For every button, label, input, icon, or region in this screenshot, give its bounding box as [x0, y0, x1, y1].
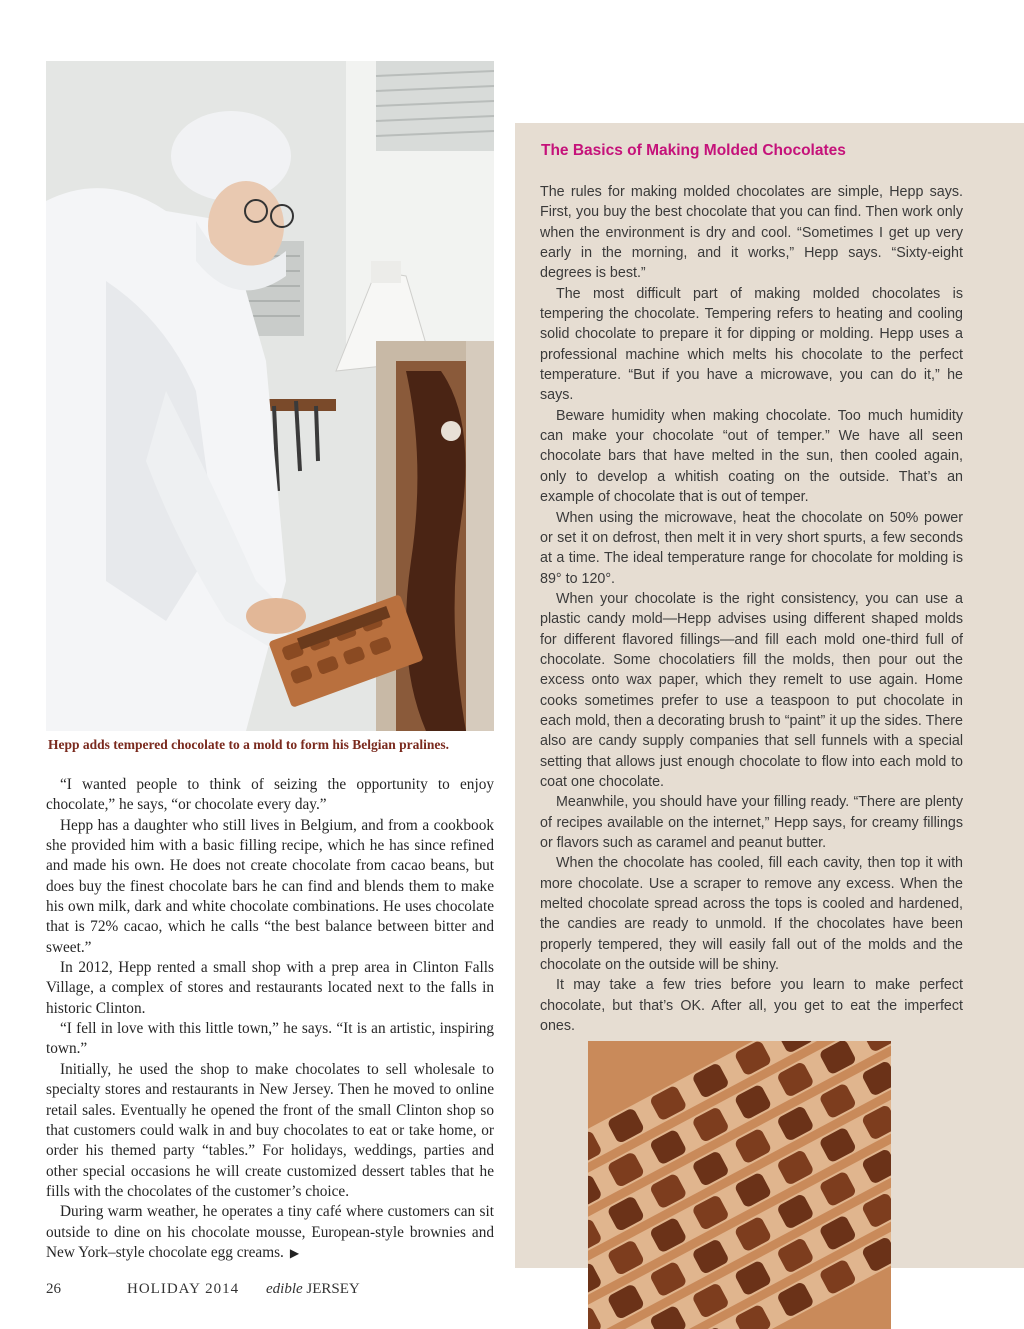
article-paragraph: Hepp has a daughter who still lives in Belgium, and from a cookbook she provided him with a basic filling recipe, which he has since refined and made his own. He does not create chocolate from cacao beans, but does buy the finest chocolate bars he can find and blends them to make his own milk, dark and white chocolate combinations. He uses chocolate that is 72% cacao, which he calls “the best balance between bitter and sweet.”	[46, 816, 494, 956]
article-paragraph-text: During warm weather, he operates a tiny café where customers can sit outside to dine on his chocolate mousse, European-style brownies and New York–style chocolate egg creams.	[46, 1203, 494, 1261]
sidebar-paragraph: When the chocolate has cooled, fill each cavity, then top it with more chocolate. Use a scraper to remove any excess. When the melted chocolate spread across the tops is cooled and hardened, the candies are ready to unmold. If the chocolates have been properly tempered, they will easily fall out of the molds and the chocolate on the outside will be shiny.	[540, 855, 963, 974]
chocolate-molds-photo	[588, 1041, 891, 1329]
magazine-brand	[266, 1281, 360, 1298]
chocolatier-photo	[46, 61, 494, 731]
sidebar-paragraph: Meanwhile, you should have your filling ready. “There are plenty of recipes available on the internet,” Hepp says, for creamy fillings or flavors such as caramel and peanut butter.	[540, 794, 963, 851]
article-body	[46, 775, 494, 1263]
issue-label: HOLIDAY 2014	[127, 1281, 240, 1297]
brand-name: JERSEY	[306, 1281, 360, 1297]
article-paragraph: Initially, he used the shop to make chocolates to sell wholesale to specialty stores and restaurants in New Jersey. Then he moved to online retail sales. Eventually he opened the front of the small Clinton shop so that customers could walk in and buy chocolates to eat or take home, or order his themed party “tables.” For holidays, weddings, parties and other special occasions he will create customized dessert tables that he fills with the chocolates of the customer’s choice.	[46, 1060, 494, 1200]
sidebar-body	[540, 182, 963, 1036]
article-paragraph: In 2012, Hepp rented a small shop with a prep area in Clinton Falls Village, a complex of stores and restaurants located next to the falls in historic Clinton.	[46, 959, 494, 1017]
sidebar-paragraph: The most difficult part of making molded chocolates is tempering the chocolate. Tempering refers to heating and cooling solid chocolate to prepare it for dipping or molding. Hepp uses a professional machine which melts his chocolate to the perfect temperature. “But if you have a microwave, you can do it,” he says.	[540, 285, 963, 404]
page-number: 26	[46, 1281, 61, 1297]
article-paragraph: “I fell in love with this little town,” he says. “It is an artistic, inspiring town.”	[46, 1020, 494, 1058]
sidebar-paragraph: When your chocolate is the right consistency, you can use a plastic candy mold—Hepp advises using different shaped molds for different flavored fillings—and fill each mold one-third full of chocolate. Some chocolatiers fill the molds, then pour out the excess onto wax paper, which they remelt to use again. Home cooks sometimes prefer to use a teaspoon to put chocolate in each mold, then a decorating brush to “paint” it up the sides. There also are candy supply companies that sell funnels with a special setting that allows just enough chocolate to flow into each mold to coat one chocolate.	[540, 590, 963, 790]
chocolate-molds-illustration	[588, 1041, 891, 1329]
brand-italic: edible	[266, 1281, 303, 1297]
sidebar-paragraph: It may take a few tries before you learn to make perfect chocolate, but that’s OK. After all, you get to eat the imperfect ones.	[540, 977, 963, 1035]
article-paragraph-last	[46, 1202, 494, 1263]
sidebar-paragraph: The rules for making molded chocolates are simple, Hepp says. First, you buy the best chocolate that you can find. Then work only when the environment is dry and cool. “Sometimes I get up very early in the morning, and it works,” Hepp says. “Sixty-eight degrees is best.”	[540, 184, 963, 282]
sidebar-paragraph: Beware humidity when making chocolate. Too much humidity can make your chocolate “out of temper.” We have all seen chocolate bars that have melted in the sun, then cooled again, only to develop a whitish coating on the outside. That’s an example of chocolate that is out of temper.	[540, 407, 963, 506]
continue-arrow-icon: ▶	[289, 1245, 300, 1260]
photo-caption: Hepp adds tempered chocolate to a mold to form his Belgian pralines.	[48, 737, 449, 752]
sidebar-title: The Basics of Making Molded Chocolates	[541, 142, 846, 159]
article-paragraph: “I wanted people to think of seizing the opportunity to enjoy chocolate,” he says, “or chocolate every day.”	[46, 776, 494, 814]
chocolatier-illustration	[46, 61, 494, 731]
sidebar-paragraph: When using the microwave, heat the chocolate on 50% power or set it on defrost, then melt it in very short spurts, a few seconds at a time. The ideal temperature range for chocolate for molding is 89° to 120°.	[540, 509, 963, 587]
